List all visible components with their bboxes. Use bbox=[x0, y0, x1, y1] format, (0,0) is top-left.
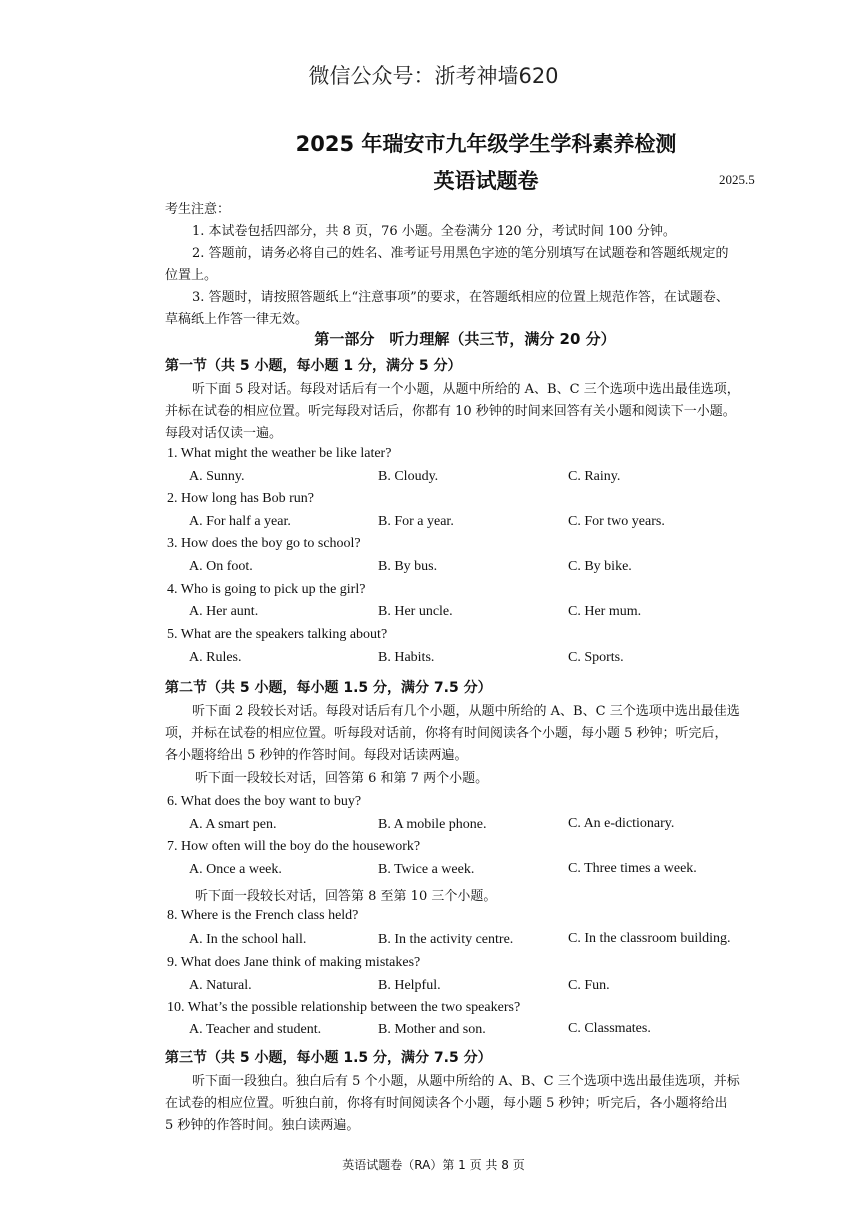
section2-instruction-2: 项，并标在试卷的相应位置。听每段对话前，你将有时间阅读各个小题，每小题 5 秒钟；听完后， bbox=[165, 726, 728, 741]
option-5c: C. Sports. bbox=[568, 650, 624, 665]
option-4a: A. Her aunt. bbox=[189, 604, 259, 619]
wechat-account: 微信公众号：浙考神墙620 bbox=[308, 64, 559, 88]
option-3a: A. On foot. bbox=[189, 559, 253, 574]
section1-instruction-2: 并标在试卷的相应位置。听完每段对话后，你都有 10 秒钟的时间来回答有关小题和阅读下一小题。 bbox=[165, 404, 736, 419]
option-9b: B. Helpful. bbox=[378, 978, 441, 993]
question-4: 4. Who is going to pick up the girl? bbox=[167, 582, 366, 597]
section1-heading: 第一节（共 5 小题，每小题 1 分，满分 5 分） bbox=[165, 358, 462, 374]
option-10b: B. Mother and son. bbox=[378, 1022, 486, 1037]
question-2: 2. How long has Bob run? bbox=[167, 491, 314, 506]
question-3: 3. How does the boy go to school? bbox=[167, 536, 361, 551]
option-8b: B. In the activity centre. bbox=[378, 932, 514, 947]
option-1b: B. Cloudy. bbox=[378, 469, 439, 484]
question-8: 8. Where is the French class held? bbox=[167, 908, 359, 923]
notice-item-2a: 2. 答题前，请务必将自己的姓名、准考证号用黑色字迹的笔分别填写在试题卷和答题纸规定的 bbox=[192, 246, 729, 261]
option-2a: A. For half a year. bbox=[189, 514, 291, 529]
section3-instruction-3: 5 秒钟的作答时间。独白读两遍。 bbox=[165, 1118, 360, 1133]
option-6a: A. A smart pen. bbox=[189, 817, 277, 832]
notice-item-3b: 草稿纸上作答一律无效。 bbox=[165, 312, 309, 327]
option-7c: C. Three times a week. bbox=[568, 861, 697, 876]
question-10: 10. What’s the possible relationship between the two speakers? bbox=[167, 1000, 521, 1015]
option-4c: C. Her mum. bbox=[568, 604, 642, 619]
page-footer: 英语试题卷（RA）第 1 页 共 8 页 bbox=[342, 1158, 525, 1172]
question-5: 5. What are the speakers talking about? bbox=[167, 627, 388, 642]
notice-heading: 考生注意： bbox=[165, 202, 231, 217]
option-1c: C. Rainy. bbox=[568, 469, 621, 484]
section3-heading: 第三节（共 5 小题，每小题 1.5 分，满分 7.5 分） bbox=[165, 1050, 492, 1066]
section3-instruction-2: 在试卷的相应位置。听独白前，你将有时间阅读各个小题，每小题 5 秒钟；听完后，各小题将给出 bbox=[165, 1096, 728, 1111]
option-6c: C. An e-dictionary. bbox=[568, 816, 675, 831]
question-1: 1. What might the weather be like later? bbox=[167, 446, 392, 461]
section2-heading: 第二节（共 5 小题，每小题 1.5 分，满分 7.5 分） bbox=[165, 680, 492, 696]
option-3c: C. By bike. bbox=[568, 559, 632, 574]
exam-date: 2025.5 bbox=[719, 172, 755, 187]
section2-sub-instruction-1: 听下面一段较长对话，回答第 6 和第 7 两个小题。 bbox=[195, 771, 489, 786]
option-5a: A. Rules. bbox=[189, 650, 242, 665]
option-7a: A. Once a week. bbox=[189, 862, 282, 877]
option-6b: B. A mobile phone. bbox=[378, 817, 487, 832]
section2-instruction-3: 各小题将给出 5 秒钟的作答时间。每段对话读两遍。 bbox=[165, 748, 468, 763]
option-8c: C. In the classroom building. bbox=[568, 931, 731, 946]
option-8a: A. In the school hall. bbox=[189, 932, 307, 947]
section1-instruction-3: 每段对话仅读一遍。 bbox=[165, 426, 283, 441]
option-3b: B. By bus. bbox=[378, 559, 438, 574]
exam-title: 2025 年瑞安市九年级学生学科素养检测 bbox=[295, 132, 677, 156]
option-10c: C. Classmates. bbox=[568, 1021, 651, 1036]
question-6: 6. What does the boy want to buy? bbox=[167, 794, 362, 809]
notice-item-2b: 位置上。 bbox=[165, 268, 218, 283]
option-10a: A. Teacher and student. bbox=[189, 1022, 322, 1037]
option-9c: C. Fun. bbox=[568, 978, 610, 993]
option-7b: B. Twice a week. bbox=[378, 862, 475, 877]
section1-instruction-1: 听下面 5 段对话。每段对话后有一个小题，从题中所给的 A、B、C 三个选项中选出最佳选项， bbox=[192, 382, 740, 397]
option-1a: A. Sunny. bbox=[189, 469, 245, 484]
question-9: 9. What does Jane think of making mistakes? bbox=[167, 955, 421, 970]
notice-item-3a: 3. 答题时，请按照答题纸上“注意事项”的要求，在答题纸相应的位置上规范作答，在试题卷、 bbox=[192, 290, 729, 305]
section2-instruction-1: 听下面 2 段较长对话。每段对话后有几个小题，从题中所给的 A、B、C 三个选项中选出最佳选 bbox=[192, 704, 740, 719]
option-9a: A. Natural. bbox=[189, 978, 252, 993]
option-5b: B. Habits. bbox=[378, 650, 435, 665]
part1-heading: 第一部分 听力理解（共三节，满分 20 分） bbox=[314, 330, 616, 348]
option-2b: B. For a year. bbox=[378, 514, 454, 529]
paper-title: 英语试题卷 bbox=[433, 169, 539, 193]
section2-sub-instruction-2: 听下面一段较长对话，回答第 8 至第 10 三个小题。 bbox=[195, 889, 497, 904]
option-2c: C. For two years. bbox=[568, 514, 665, 529]
option-4b: B. Her uncle. bbox=[378, 604, 453, 619]
notice-item-1: 1. 本试卷包括四部分，共 8 页，76 小题。全卷满分 120 分，考试时间 100 分钟。 bbox=[192, 224, 676, 239]
section3-instruction-1: 听下面一段独白。独白后有 5 个小题，从题中所给的 A、B、C 三个选项中选出最佳选项，并标 bbox=[192, 1074, 740, 1089]
question-7: 7. How often will the boy do the housework? bbox=[167, 839, 421, 854]
